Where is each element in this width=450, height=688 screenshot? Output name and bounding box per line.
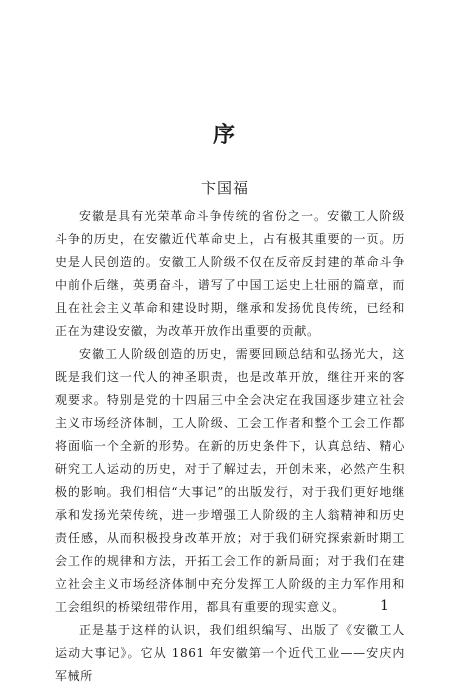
paragraph: 安徽工人阶级创造的历史，需要回顾总结和弘扬光大，这既是我们这一代人的神圣职责，也是改革开放，继往开来的客观要求。特别是党的十四届三中全会决定在我国逐步建立社会主义市场经济体制，工人阶级、工会工作者和整个工会工作都将面临一个全新的形势。在新的历史条件下，认真总结、精心研究工人运动的历史，对于了解过去，开创未来，必然产生积极的影响。我们相信“大事记”的出版发行，对于我们更好地继承和发扬光荣传统，进一步增强工人阶级的主人翁精神和历史责任感，从而积极投身改革开放；对于我们研究探索新时期工会工作的规律和方法，开拓工会工作的新局面；对于我们在建立社会主义市场经济体制中充分发挥工人阶级的主力军作用和工会组织的桥梁纽带作用，都具有重要的现实意义。	[55, 347, 405, 614]
paragraph: 正是基于这样的认识，我们组织编写、出版了《安徽工人运动大事记》。它从 1861 年安徽第一个近代工业——安庆内军械所	[55, 623, 405, 683]
page-number: 1	[380, 598, 389, 614]
page-title: 序	[212, 122, 237, 148]
body-text	[55, 205, 405, 688]
paragraph: 安徽是具有光荣革命斗争传统的省份之一。安徽工人阶级斗争的历史，在安徽近代革命史上，占有极其重要的一页。历史是人民创造的。安徽工人阶级不仅在反帝反封建的革命斗争中前仆后继，英勇奋斗，谱写了中国工运史上壮丽的篇章，而且在社会主义革命和建设时期，继承和发扬优良传统，已经和正在为建设安徽，为改革开放作出重要的贡献。	[55, 209, 405, 338]
author-name: 卞国福	[200, 179, 249, 197]
